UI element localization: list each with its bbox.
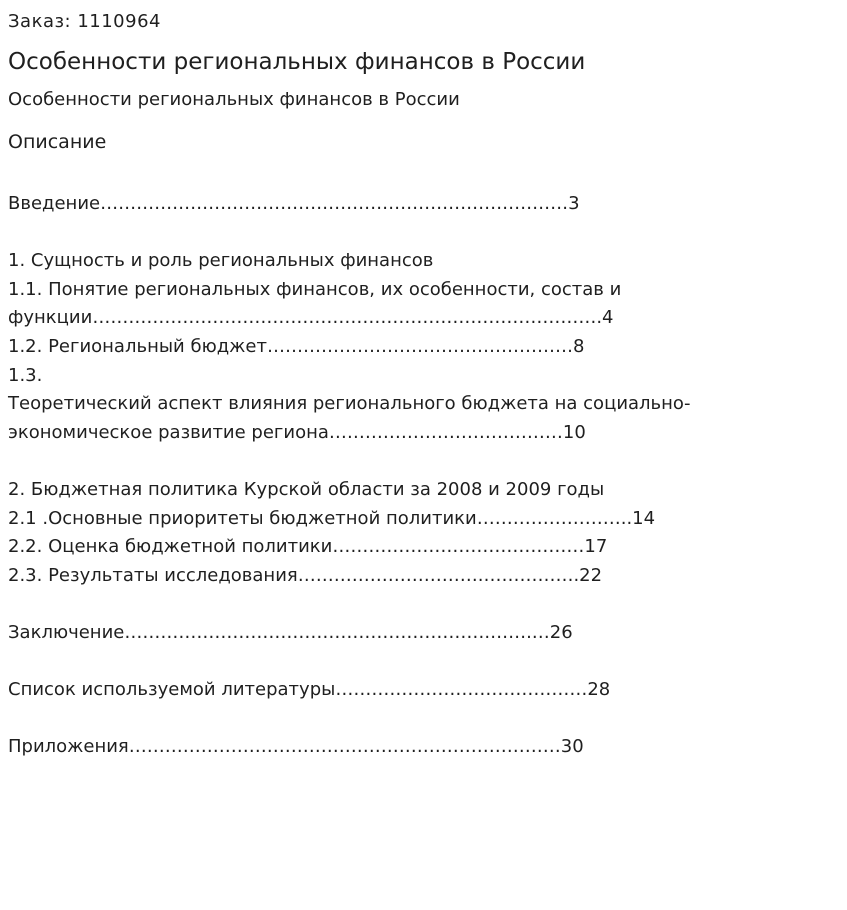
description-heading: Описание <box>8 131 107 153</box>
toc-line-references: Список используемой литературы……………………………………28 <box>8 679 611 701</box>
toc-line-section-1-1-cont: функции………………………………………………………………………….4 <box>8 307 614 329</box>
toc-blank-line <box>8 590 838 619</box>
toc-line-section-2-1: 2.1 .Основные приоритеты бюджетной политики……………………..14 <box>8 507 656 529</box>
toc-line-section-2-3: 2.3. Результаты исследования………………………….…………….22 <box>8 564 603 586</box>
order-number: Заказ: 1110964 <box>8 11 161 32</box>
toc-line-chapter-2: 2. Бюджетная политика Курской области за 2008 и 2009 годы <box>8 478 605 500</box>
page-title: Особенности региональных финансов в России <box>8 49 586 75</box>
toc-line-section-1-3-cont: экономическое развитие региона…………………………………10 <box>8 421 586 443</box>
table-of-contents <box>8 190 838 762</box>
toc-line-section-2-2: 2.2. Оценка бюджетной политики……………………………………17 <box>8 536 608 558</box>
toc-blank-line <box>8 705 838 734</box>
toc-line-introduction: Введение……………………………………………………………………3 <box>8 193 580 214</box>
toc-line-section-1-3-title: Теоретический аспект влияния регионального бюджета на социально- <box>8 393 691 415</box>
toc-line-appendices: Приложения………………………………………………………………30 <box>8 736 584 758</box>
toc-line-section-1-1: 1.1. Понятие региональных финансов, их особенности, состав и <box>8 278 622 300</box>
toc-line-section-1-2: 1.2. Региональный бюджет……………………………………………8 <box>8 335 585 357</box>
toc-line-conclusion: Заключение…………………………………………………….…….…26 <box>8 621 573 643</box>
toc-blank-line <box>8 447 838 476</box>
toc-blank-line <box>8 648 838 677</box>
toc-line-chapter-1: 1. Сущность и роль региональных финансов <box>8 250 434 272</box>
toc-line-section-1-3: 1.3. <box>8 364 43 386</box>
toc-blank-line <box>8 219 838 248</box>
page-subtitle: Особенности региональных финансов в России <box>8 89 460 110</box>
